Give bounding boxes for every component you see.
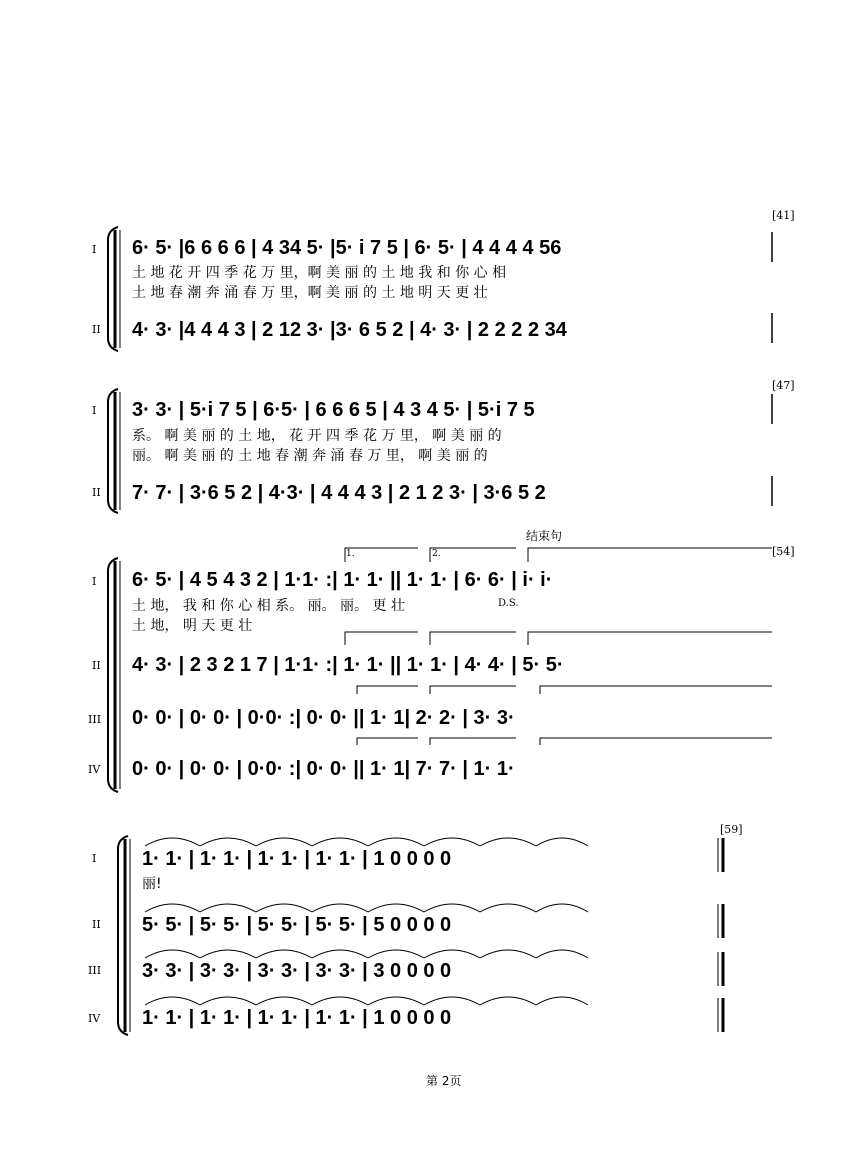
notes-row: 3· 3· | 5·i 7 5 | 6·5· | 6 6 6 5 | 4 3 4 5· | 5·i 7 5: [132, 399, 535, 421]
notes-row: 4· 3· |4 4 4 3 | 2 12 3· |3· 6 5 2 | 4· 3· | 2 2 2 2 34: [132, 319, 567, 341]
measure-number: [59]: [720, 823, 743, 836]
notes-row: 1· 1· | 1· 1· | 1· 1· | 1· 1· | 1 0 0 0 0: [142, 1007, 452, 1029]
page-number: 第 2页: [426, 1074, 462, 1088]
notes-row: 7· 7· | 3·6 5 2 | 4·3· | 4 4 4 3 | 2 1 2 3· | 3·6 5 2: [132, 482, 546, 504]
notes-row: 3· 3· | 3· 3· | 3· 3· | 3· 3· | 3 0 0 0 0: [142, 960, 452, 982]
lyric-line: 丽!: [142, 876, 162, 892]
lyric-line: 土 地， 明 天 更 壮: [132, 618, 253, 634]
part-label: I: [92, 404, 97, 417]
lyric-line: 土 地， 我 和 你 心 相 系。 丽。 丽。 更 壮: [132, 598, 405, 614]
lyric-line: 土 地 花 开 四 季 花 万 里，啊 美 丽 的 土 地 我 和 你 心 相: [132, 265, 507, 281]
notes-row: 1· 1· | 1· 1· | 1· 1· | 1· 1· | 1 0 0 0 0: [142, 848, 452, 870]
part-label: II: [92, 918, 101, 931]
part-label: I: [92, 575, 97, 588]
notes-row: 5· 5· | 5· 5· | 5· 5· | 5· 5· | 5 0 0 0 0: [142, 914, 452, 936]
part-label: IV: [88, 1012, 101, 1025]
measure-number: [47]: [772, 379, 795, 392]
part-label: II: [92, 659, 101, 672]
part-label: IV: [88, 763, 101, 776]
measure-number: [54]: [772, 545, 795, 558]
part-label: III: [88, 713, 102, 726]
notes-row: 6· 5· |6 6 6 6 | 4 34 5· |5· i 7 5 | 6· 5· | 4 4 4 4 56: [132, 237, 562, 259]
lyric-line: 土 地 春 潮 奔 涌 春 万 里，啊 美 丽 的 土 地 明 天 更 壮: [132, 285, 488, 301]
part-label: III: [88, 964, 102, 977]
part-label: II: [92, 323, 101, 336]
part-label: I: [92, 243, 97, 256]
notes-row: 6· 5· | 4 5 4 3 2 | 1·1· :| 1· 1· || 1· 1· | 6· 6· | i· i·: [132, 569, 553, 591]
notes-row: 0· 0· | 0· 0· | 0·0· :| 0· 0· || 1· 1| 7· 7· | 1· 1·: [132, 758, 515, 780]
ending-label: 结束句: [526, 529, 563, 543]
notes-row: 4· 3· | 2 3 2 1 7 | 1·1· :| 1· 1· || 1· 1· | 4· 4· | 5· 5·: [132, 654, 564, 676]
ds-mark: D.S.: [498, 598, 519, 609]
measure-number: [41]: [772, 209, 795, 222]
part-label: I: [92, 852, 97, 865]
volta-2: 2.: [432, 549, 441, 559]
lyric-line: 系。 啊 美 丽 的 土 地， 花 开 四 季 花 万 里， 啊 美 丽 的: [132, 428, 502, 444]
notes-row: 0· 0· | 0· 0· | 0·0· :| 0· 0· || 1· 1| 2· 2· | 3· 3·: [132, 707, 515, 729]
part-label: II: [92, 486, 101, 499]
lyric-line: 丽。 啊 美 丽 的 土 地 春 潮 奔 涌 春 万 里， 啊 美 丽 的: [132, 448, 488, 464]
volta-1: 1.: [346, 549, 355, 559]
